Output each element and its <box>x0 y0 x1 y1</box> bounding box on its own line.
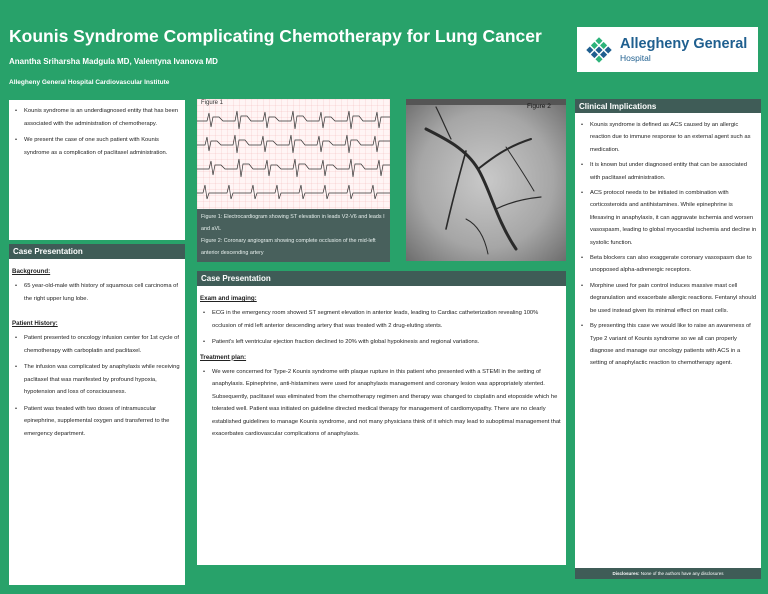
clinical-bullet: • By presenting this case we would like to raise an awareness of Type 2 variant of Kounis syndrome so we all can properly diagnose and manage our oncology patients with ACS in a setting of anaphylactic reaction to chemotherapy agent. <box>578 320 758 370</box>
clinical-implications-heading: Clinical Implications <box>575 99 761 113</box>
clinical-bullet: • Morphine used for pain control induces massive mast cell degranulation and exacerbate allergic reactions. Fentanyl should be used instead given its minimal effect on mast cells. <box>578 280 758 317</box>
figure-2-caption: Figure 2: Coronary angiogram showing complete occlusion of the mid-left anterior descending artery <box>201 238 376 256</box>
exam-bullet: • ECG in the emergency room showed ST segment elevation in anterior leads, leading to Cardiac catheterization revealing 100% occlusion of mid left anterior descending artery that was treated with 2 drug-eluting stents. <box>200 307 563 332</box>
clinical-bullet: • Kounis syndrome is defined as ACS caused by an allergic reaction due to immune response to an external agent such as medication. <box>578 119 758 156</box>
diamond-lattice-logo-icon <box>584 35 614 65</box>
clinical-implications-panel <box>575 113 761 568</box>
intro-bullet: • We present the case of one such patient with Kounis syndrome as a complication of paclitaxel administration. <box>12 134 182 159</box>
case-presentation-heading: Case Presentation <box>9 244 185 259</box>
intro-panel <box>9 100 185 240</box>
treatment-subheading: Treatment plan: <box>200 353 247 361</box>
exam-bullet: • Patient's left ventricular ejection fraction declined to 20% with global hypokinesis and regional variations. <box>200 336 563 349</box>
poster-institution: Allegheny General Hospital Cardiovascular Institute <box>9 79 170 86</box>
case-presentation-panel <box>9 259 185 585</box>
history-bullet: • Patient was treated with two doses of intramuscular epinephrine, supplemental oxygen and transferred to the emergency department. <box>12 403 182 441</box>
history-bullet: • The infusion was complicated by anaphylaxis while receiving paclitaxel that was manifested by profound hypoxia, hypotension and loss of consciousness. <box>12 361 182 399</box>
figure-1-caption: Figure 1: Electrocardiogram showing ST elevation in leads V2-V6 and leads I and aVL <box>201 214 385 232</box>
clinical-bullet: • It is known but under diagnosed entity that can be associated with paclitaxel administration. <box>578 159 758 184</box>
treatment-bullet: • We were concerned for Type-2 Kounis syndrome with plaque rupture in this patient who presented with a STEMI in the setting of anaphylaxis. Epinephrine, anti-histamines were used for anaphylaxis management and coronary lesion was appropriately stented. Subsequently, paclitaxel was eliminated from the chemotherapy regimen and therapy was changed to cisplatin and etoposide which he tolerated well. Patient was initiated on guideline directed medical therapy for management of cardiomyopathy. There are no clearly established guidelines to manage Kounis syndrome, and not many physicians think of it which may lead to suboptimal management that exacerbates cardiovascular complications of anaphylaxis. <box>200 366 563 441</box>
disclosures-bar <box>575 568 761 579</box>
poster-title: Kounis Syndrome Complicating Chemotherapy for Lung Cancer <box>9 26 542 46</box>
disclosures-label: Disclosures: <box>612 571 640 576</box>
logo-subname: Hospital <box>620 52 651 63</box>
background-subheading: Background: <box>12 268 51 275</box>
background-bullet: • 65 year-old-male with history of squamous cell carcinoma of the right upper lung lobe. <box>12 280 182 305</box>
clinical-bullet: • ACS protocol needs to be initiated in combination with corticosteroids and antihistamines. While epinephrine is lifesaving in anaphylaxis, it can aggravate ischemia and worsen vasospasm, leading to global myocardial ischemia and decline in systolic function. <box>578 187 758 249</box>
disclosures-text: None of the authors have any disclosures <box>640 571 724 576</box>
figure-caption-box <box>197 209 390 262</box>
case-details-panel <box>197 286 566 565</box>
ecg-figure <box>197 99 390 209</box>
angiogram-figure <box>406 99 566 261</box>
case-presentation-heading-2: Case Presentation <box>197 271 566 286</box>
ecg-trace-image <box>197 99 390 209</box>
clinical-bullet: • Beta blockers can also exaggerate coronary vasospasm due to unopposed alpha-adrenergic receptors. <box>578 252 758 277</box>
intro-bullet: • Kounis syndrome is an underdiagnosed entity that has been associated with the administration of chemotherapy. <box>12 105 182 130</box>
poster-authors: Anantha Sriharsha Madgula MD, Valentyna Ivanova MD <box>9 57 218 66</box>
hospital-logo <box>577 27 758 72</box>
angiogram-image <box>406 99 566 261</box>
history-subheading: Patient History: <box>12 320 58 327</box>
figure-1-label: Figure 1 <box>201 100 224 106</box>
figure-2-label: Figure 2 <box>527 103 551 110</box>
exam-subheading: Exam and imaging: <box>200 295 257 302</box>
logo-name: Allegheny General <box>620 36 748 52</box>
history-bullet: • Patient presented to oncology infusion center for 1st cycle of chemotherapy with carboplatin and paclitaxel. <box>12 332 182 357</box>
